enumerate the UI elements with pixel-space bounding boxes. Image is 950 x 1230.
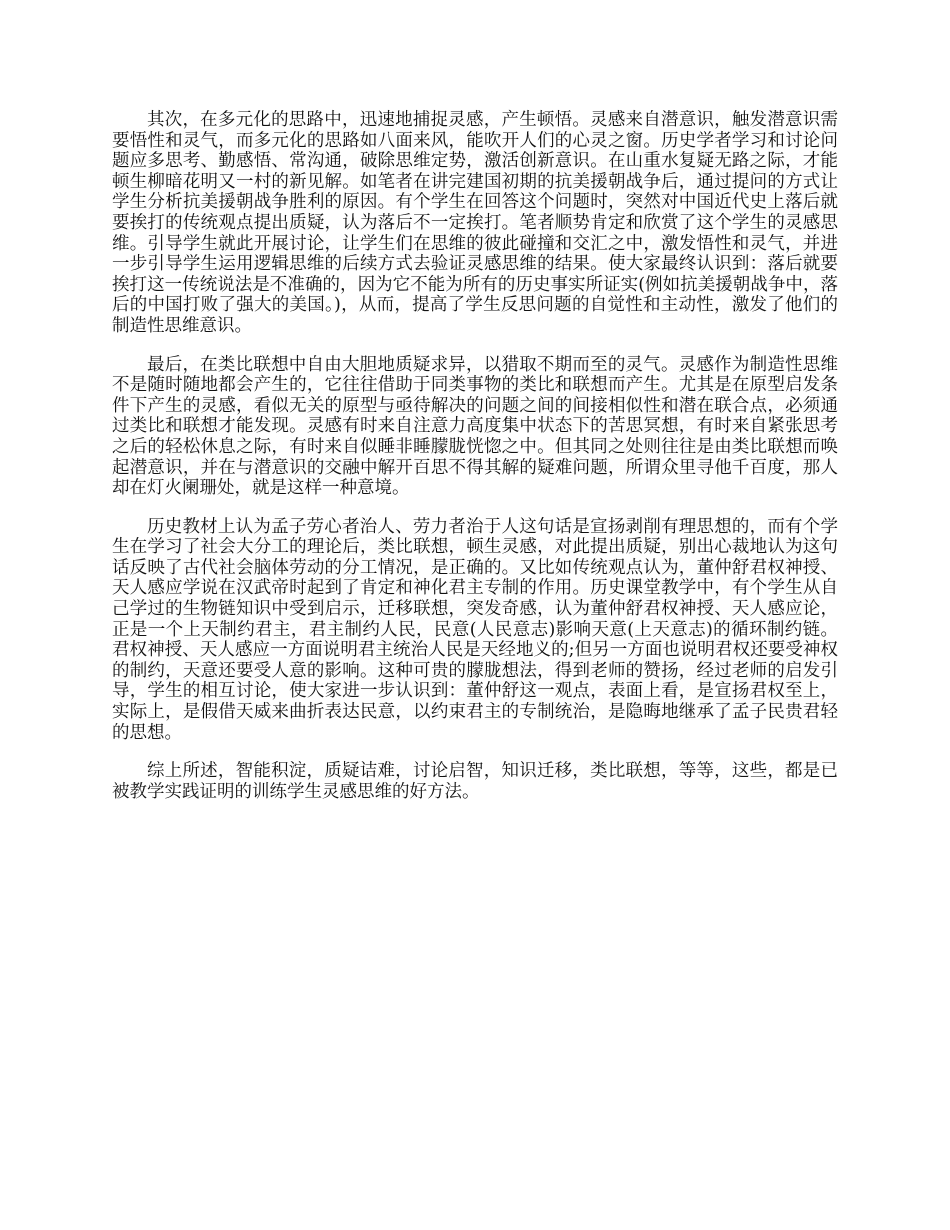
paragraph-example: 历史教材上认为孟子劳心者治人、劳力者治于人这句话是宣扬剥削有理思想的，而有个学生在学习了社会大分工的理论后，类比联想，顿生灵感，对此提出质疑，别出心裁地认为这句话反映了古代社会脑体劳动的分工情况，是正确的。又比如传统观点认为，董仲舒君权神授、天人感应学说在汉武帝时起到了肯定和神化君主专制的作用。历史课堂教学中，有个学生从自己学过的生物链知识中受到启示，迁移联想，突发奇感，认为董仲舒君权神授、天人感应论，正是一个上天制约君主，君主制约人民，民意(人民意志)影响天意(上天意志)的循环制约链。君权神授、天人感应一方面说明君主统治人民是天经地义的;但另一方面也说明君权还要受神权的制约，天意还要受人意的影响。这种可贵的朦胧想法，得到老师的赞扬，经过老师的启发引导，学生的相互讨论，使大家进一步认识到：董仲舒这一观点，表面上看，是宣扬君权至上，实际上，是假借天威来曲折表达民意，以约束君主的专制统治，是隐晦地继承了孟子民贵君轻的思想。 — [112, 516, 838, 743]
document-body — [112, 110, 838, 820]
paragraph-analogy: 最后，在类比联想中自由大胆地质疑求异，以猎取不期而至的灵气。灵感作为制造性思维不是随时随地都会产生的，它往往借助于同类事物的类比和联想而产生。尤其是在原型启发条件下产生的灵感，看似无关的原型与亟待解决的问题之间的间接相似性和潜在联合点，必须通过类比和联想才能发现。灵感有时来自注意力高度集中状态下的苦思冥想，有时来自紧张思考之后的轻松休息之际，有时来自似睡非睡朦胧恍惚之中。但其同之处则往往是由类比联想而唤起潜意识，并在与潜意识的交融中解开百思不得其解的疑难问题，所谓众里寻他千百度，那人却在灯火阑珊处，就是这样一种意境。 — [112, 354, 838, 499]
paragraph-conclusion: 综上所述，智能积淀，质疑诘难，讨论启智，知识迁移，类比联想，等等，这些，都是已被教学实践证明的训练学生灵感思维的好方法。 — [112, 761, 838, 802]
paragraph-insight: 其次，在多元化的思路中，迅速地捕捉灵感，产生顿悟。灵感来自潜意识，触发潜意识需要悟性和灵气，而多元化的思路如八面来风，能吹开人们的心灵之窗。历史学者学习和讨论问题应多思考、勤感悟、常沟通，破除思维定势，激活创新意识。在山重水复疑无路之际，才能顿生柳暗花明又一村的新见解。如笔者在讲完建国初期的抗美援朝战争后，通过提问的方式让学生分析抗美援朝战争胜利的原因。有个学生在回答这个问题时，突然对中国近代史上落后就要挨打的传统观点提出质疑，认为落后不一定挨打。笔者顺势肯定和欣赏了这个学生的灵感思维。引导学生就此开展讨论，让学生们在思维的彼此碰撞和交汇之中，激发悟性和灵气，并进一步引导学生运用逻辑思维的后续方式去验证灵感思维的结果。使大家最终认识到：落后就要挨打这一传统说法是不准确的，因为它不能为所有的历史事实所证实(例如抗美援朝战争中，落后的中国打败了强大的美国。)，从而，提高了学生反思问题的自觉性和主动性，激发了他们的制造性思维意识。 — [112, 110, 838, 336]
